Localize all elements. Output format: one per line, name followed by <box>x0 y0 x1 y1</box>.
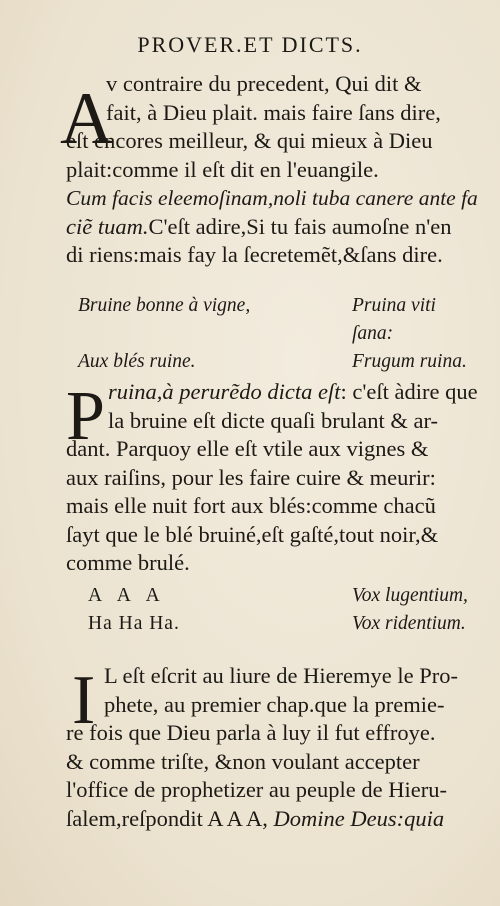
drop-cap-a: A <box>60 78 114 160</box>
exclamation: A A A <box>88 585 166 606</box>
text-line: l'office de prophetizer au peuple de Hieru- <box>66 777 447 802</box>
text-line: la bruine eſt dicte quaſi brulant & ar- <box>108 407 439 433</box>
latin-quote: Domine Deus:quia <box>273 805 445 831</box>
text-line: plait:comme il eſt dit en l'euangile. <box>66 156 379 182</box>
text-line: L eſt eſcrit au liure de Hieremye le Pro- <box>104 663 459 688</box>
latin-etymology: ruina,à perurẽdo dicta eſt <box>108 379 341 404</box>
drop-cap-p: P <box>66 378 105 455</box>
proverb-couplet-1 <box>78 292 480 376</box>
text-line: aux raiſins, pour les faire cuire & meurir: <box>66 464 436 490</box>
french-verse: Aux blés ruine. <box>78 351 196 372</box>
drop-cap-i: I <box>72 662 96 739</box>
text-line: mais elle nuit fort aux blés:comme chacũ <box>66 493 436 518</box>
french-verse: Bruine bonne à vigne, <box>78 295 251 316</box>
text-line <box>66 213 486 242</box>
text-line: dant. Parquoy elle eſt vtile aux vignes & <box>66 436 429 461</box>
paragraph-2-cont <box>66 435 486 578</box>
latin-quote-line: Cum facis eleemoſinam,noli tuba canere ante fa <box>66 186 478 210</box>
couplet-row <box>88 610 480 638</box>
text-line: di riens:mais fay la ſecretemẽt,&ſans dire. <box>66 242 443 267</box>
couplet-row <box>88 582 480 610</box>
text-line <box>108 378 486 407</box>
translation-start: C'eſt adire,Si tu fais aumoſne n'en <box>148 213 452 239</box>
text-line <box>66 805 486 834</box>
text-line: v contraire du precedent, Qui dit & <box>106 71 422 96</box>
text-line: phete, au premier chap.que la premie- <box>104 691 445 717</box>
paragraph-3 <box>104 662 486 719</box>
latin-gloss: Vox ridentium. <box>352 613 466 634</box>
text-line: eſt encores meilleur, & qui mieux à Dieu <box>66 128 433 153</box>
paragraph-2 <box>108 378 486 435</box>
text-line: & comme triſte, &non voulant accepter <box>66 748 420 774</box>
latin-verse: Pruina viti ſana: <box>352 295 436 344</box>
text-span: ſalem,reſpondit A A A, <box>66 805 268 831</box>
paragraph-1 <box>106 70 486 127</box>
text-line: comme brulé. <box>66 550 190 575</box>
paragraph-3-cont <box>66 719 486 833</box>
couplet-row <box>78 292 480 348</box>
proverb-couplet-2 <box>88 582 480 638</box>
text-line: ſayt que le blé bruiné,eſt gaſté,tout noir,& <box>66 521 439 547</box>
latin-quote-end: ciẽ tuam. <box>66 213 149 239</box>
latin-gloss: Vox lugentium, <box>352 585 468 606</box>
exclamation: Ha Ha Ha. <box>88 613 180 634</box>
latin-verse: Frugum ruina. <box>352 351 467 372</box>
couplet-row <box>78 348 480 376</box>
running-title: PROVER.ET DICTS. <box>137 32 363 57</box>
text-span: : c'eſt àdire que <box>340 379 478 404</box>
text-line: fait, à Dieu plait. mais faire ſans dire, <box>106 99 441 125</box>
text-line: re fois que Dieu parla à luy il fut effroye. <box>66 720 436 745</box>
paragraph-1-cont <box>66 127 486 270</box>
